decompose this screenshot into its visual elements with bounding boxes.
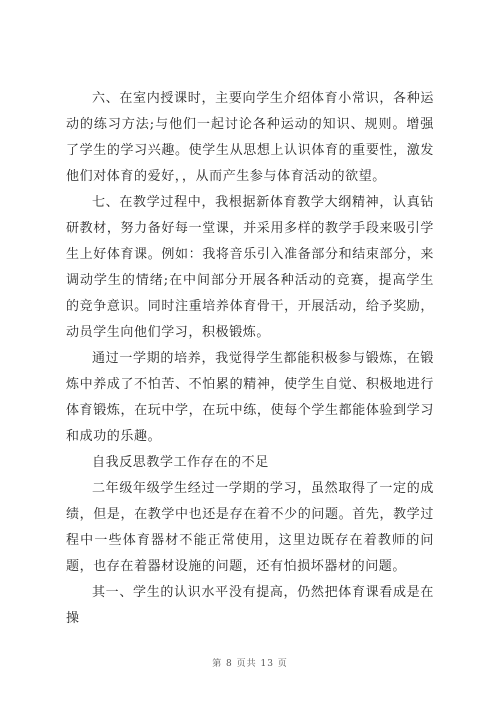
page-number-footer: 第 8 页共 13 页	[212, 659, 288, 669]
paragraph-teaching-process: 七、在教学过程中，我根据新体育教学大纲精神，认真钻研教材，努力备好每一堂课，并采用多样的教学手段来吸引学生上好体育课。例如：我将音乐引入准备部分和结束部分，来调动学生的情绪;在中间部分开展各种活动的竞赛，提高学生的竞争意识。同时注重培养体育骨干，开展活动，给予奖励，动员学生向他们学习，积极锻炼。	[66, 195, 434, 340]
paragraph-indoor-teaching: 六、在室内授课时，主要向学生介绍体育小常识，各种运动的练习方法;与他们一起讨论各种运动的知识、规则。增强了学生的学习兴趣。使学生从思想上认识体育的重要性，激发他们对体育的爱好，，从而产生参与体育活动的欲望。	[66, 91, 434, 184]
section-heading: 自我反思教学工作存在的不足	[92, 455, 269, 470]
paragraph-grade-two-problems: 二年级年级学生经过一学期的学习，虽然取得了一定的成绩，但是，在教学中也还是存在着不少的问题。首先，教学过程中一些体育器材不能正常使用，这里边既存在着教师的问题，也存在着器材设施的问题，还有怕损坏器材的问题。	[66, 481, 434, 574]
document-body	[66, 86, 434, 632]
paragraph-first-issue: 其一、学生的认识水平没有提高，仍然把体育课看成是在操	[66, 585, 434, 626]
paragraph-semester-result: 通过一学期的培养，我觉得学生都能积极参与锻炼，在锻炼中养成了不怕苦、不怕累的精神，使学生自觉、积极地进行体育锻炼，在玩中学，在玩中练，使每个学生都能体验到学习和成功的乐趣。	[66, 351, 434, 444]
